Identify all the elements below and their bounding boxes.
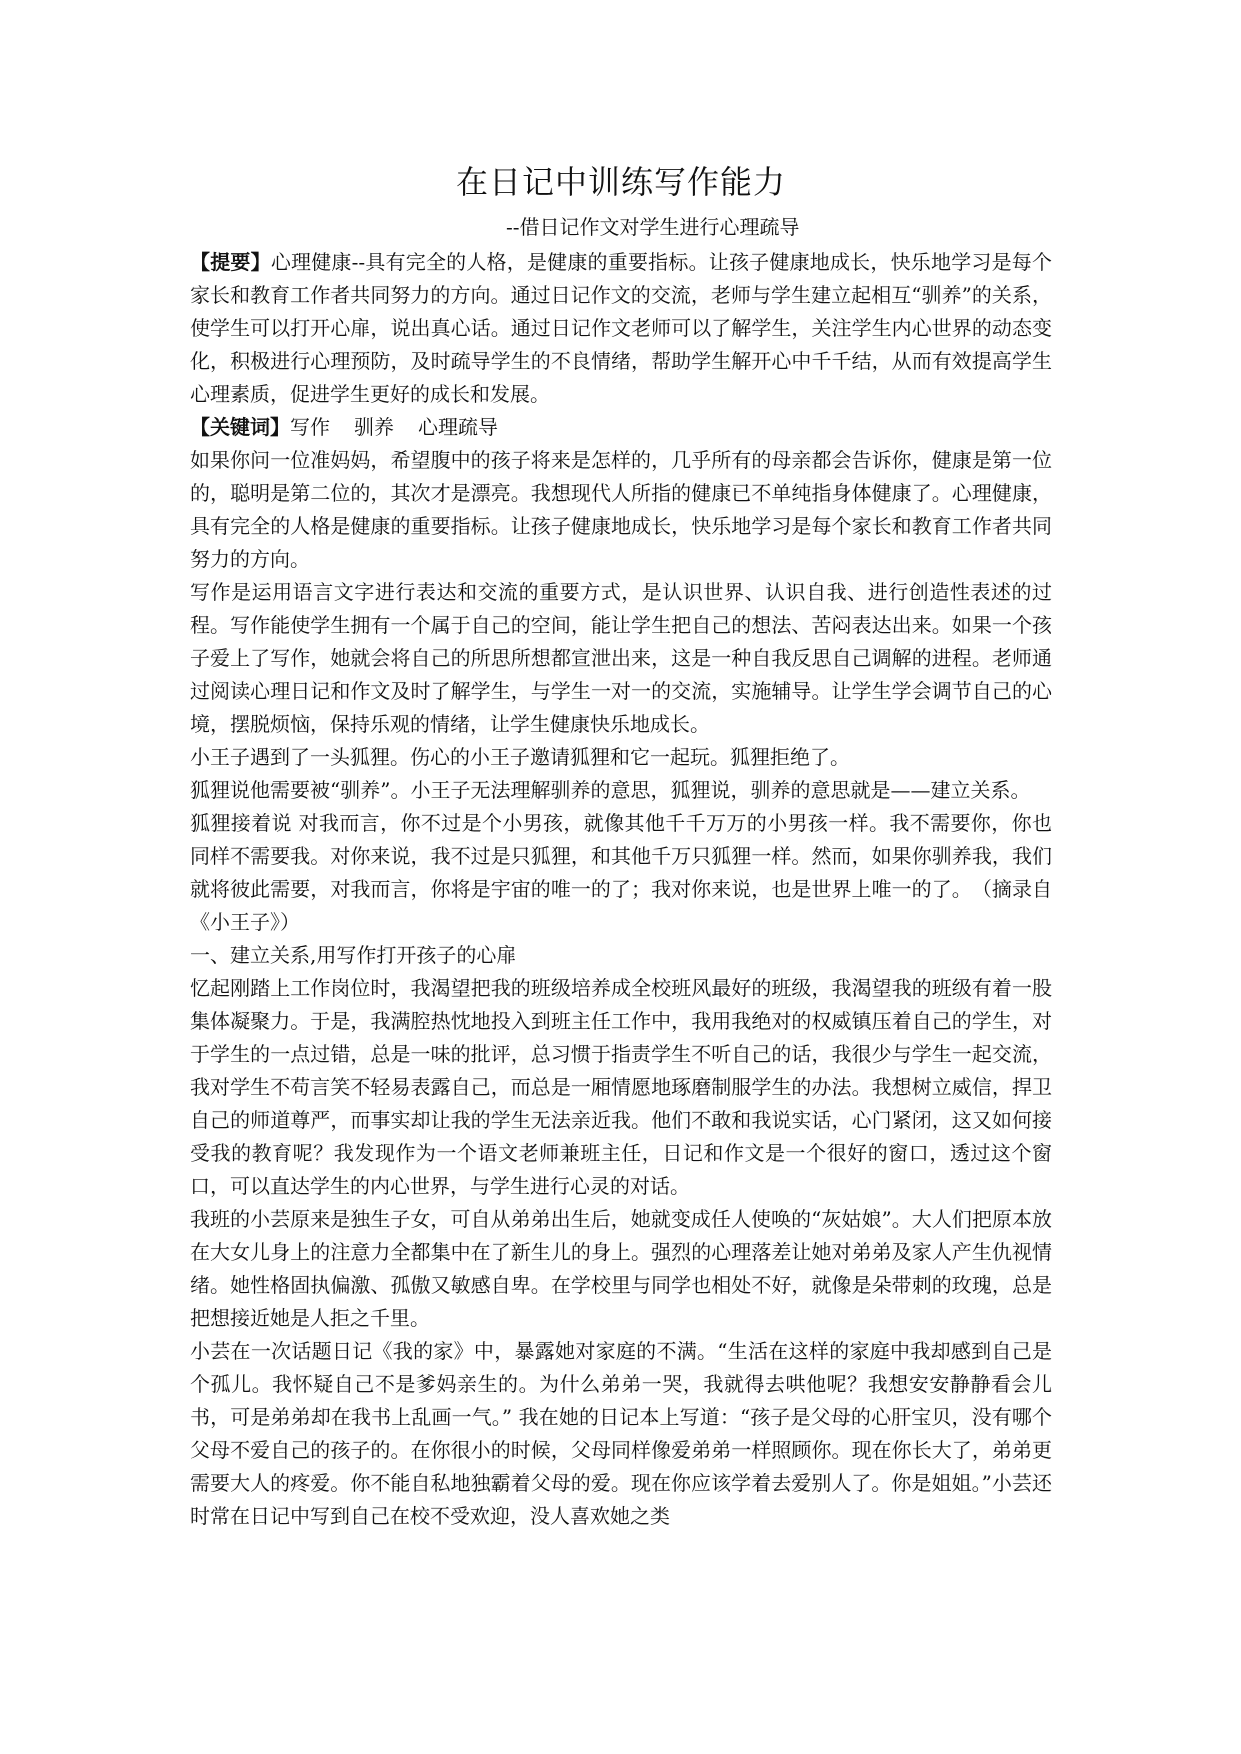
keyword-item: 心理疏导 [418,415,498,439]
abstract-text: 心理健康--具有完全的人格，是健康的重要指标。让孩子健康地成长，快乐地学习是每个家长和教育工作者共同努力的方向。通过日记作文的交流，老师与学生建立起相互“驯养”的关系，使学生可以打开心扉，说出真心话。通过日记作文老师可以了解学生，关注学生内心世界的动态变化，积极进行心理预防，及时疏导学生的不良情绪，帮助学生解开心中千千结，从而有效提高学生心理素质，促进学生更好的成长和发展。 [190,250,1053,406]
document-page [190,160,1052,1533]
abstract-paragraph [190,246,1052,411]
document-title: 在日记中训练写作能力 [455,163,786,201]
quote-paragraph: 狐狸接着说 对我而言，你不过是个小男孩，就像其他千千万万的小男孩一样。我不需要你，你也同样不需要我。对你来说，我不过是只狐狸，和其他千万只狐狸一样。然而，如果你驯养我，我们就将彼此需要，对我而言，你将是宇宙的唯一的了；我对你来说，也是世界上唯一的了。 （摘录自《小王子》） [190,811,1052,934]
body-paragraph: 小王子遇到了一头狐狸。伤心的小王子邀请狐狸和它一起玩。狐狸拒绝了。 [190,745,850,769]
document-subtitle: --借日记作文对学生进行心理疏导 [506,215,800,239]
body-paragraph: 如果你问一位准妈妈，希望腹中的孩子将来是怎样的，几乎所有的母亲都会告诉你，健康是第一位的，聪明是第二位的，其次才是漂亮。我想现代人所指的健康已不单纯指身体健康了。心理健康，具有完全的人格是健康的重要指标。让孩子健康地成长，快乐地学习是每个家长和教育工作者共同努力的方向。 [190,448,1052,571]
body-paragraph: 狐狸说他需要被“驯养”。小王子无法理解驯养的意思，狐狸说，驯养的意思就是——建立关系。 [190,778,1031,802]
body-paragraph: 小芸在一次话题日记《我的家》中，暴露她对家庭的不满。“生活在这样的家庭中我却感到自己是个孤儿。我怀疑自己不是爹妈亲生的。为什么弟弟一哭，我就得去哄他呢？我想安安静静看会儿书，可是弟弟却在我书上乱画一气。” 我在她的日记本上写道：“孩子是父母的心肝宝贝，没有哪个父母不爱自己的孩子的。在你很小的时候，父母同样像爱弟弟一样照顾你。现在你长大了，弟弟更需要大人的疼爱。你不能自私地独霸着父母的爱。现在你应该学着去爱别人了。你是姐姐。”小芸还时常在日记中写到自己在校不受欢迎，没人喜欢她之类 [190,1339,1052,1528]
section-heading: 一、建立关系,用写作打开孩子的心扉 [190,943,517,967]
keywords-paragraph [190,411,1052,444]
keyword-item: 写作 [290,415,330,439]
body-paragraph: 忆起刚踏上工作岗位时，我渴望把我的班级培养成全校班风最好的班级，我渴望我的班级有着一股集体凝聚力。于是，我满腔热忱地投入到班主任工作中，我用我绝对的权威镇压着自己的学生，对于学生的一点过错，总是一味的批评，总习惯于指责学生不听自己的话，我很少与学生一起交流，我对学生不苟言笑不轻易表露自己，而总是一厢情愿地琢磨制服学生的办法。我想树立威信，捍卫自己的师道尊严，而事实却让我的学生无法亲近我。他们不敢和我说实话，心门紧闭，这又如何接受我的教育呢？我发现作为一个语文老师兼班主任，日记和作文是一个很好的窗口，透过这个窗口，可以直达学生的内心世界，与学生进行心灵的对话。 [190,976,1052,1198]
abstract-label: 【提要】 [190,250,271,274]
body-paragraph: 写作是运用语言文字进行表达和交流的重要方式，是认识世界、认识自我、进行创造性表述的过程。写作能使学生拥有一个属于自己的空间，能让学生把自己的想法、苦闷表达出来。如果一个孩子爱上了写作，她就会将自己的所思所想都宣泄出来，这是一种自我反思自己调解的进程。老师通过阅读心理日记和作文及时了解学生，与学生一对一的交流，实施辅导。让学生学会调节自己的心境，摆脱烦恼，保持乐观的情绪，让学生健康快乐地成长。 [190,580,1052,736]
body-paragraph: 我班的小芸原来是独生子女，可自从弟弟出生后，她就变成任人使唤的“灰姑娘”。大人们把原本放在大女儿身上的注意力全都集中在了新生儿的身上。强烈的心理落差让她对弟弟及家人产生仇视情绪。她性格固执偏激、孤傲又敏感自卑。在学校里与同学也相处不好，就像是朵带刺的玫瑰，总是把想接近她是人拒之千里。 [190,1207,1052,1330]
keywords-label: 【关键词】 [190,415,290,439]
keyword-item: 驯养 [354,415,394,439]
